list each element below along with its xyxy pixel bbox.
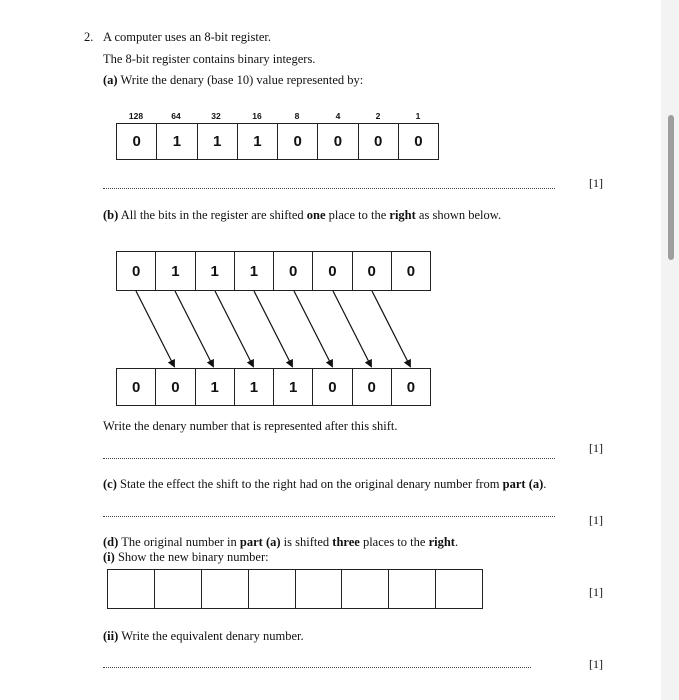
bit-cell: 1	[198, 124, 238, 159]
shift-arrow	[333, 291, 371, 366]
part-d-prompt	[103, 535, 458, 550]
answer-line-b[interactable]	[103, 458, 555, 459]
part-d-label: (d)	[103, 535, 119, 549]
answer-bit-cell[interactable]	[389, 570, 436, 608]
bit-cell: 0	[313, 369, 352, 405]
part-d-text: is shifted	[283, 535, 330, 549]
bit-cell: 0	[278, 124, 318, 159]
answer-bit-cell[interactable]	[342, 570, 389, 608]
place-value: 64	[171, 111, 181, 121]
part-d-ii-mark: [1]	[589, 657, 603, 671]
bit-cell: 1	[156, 252, 195, 290]
part-d-i-text: Show the new binary number:	[117, 550, 269, 564]
part-d-ii-prompt	[103, 629, 304, 644]
part-b-question: Write the denary number that is represented after this shift.	[103, 419, 398, 433]
answer-register-d	[107, 569, 483, 609]
place-value: 1	[415, 111, 421, 121]
part-d-i-label: (i)	[103, 550, 115, 564]
part-d-bold: part (a)	[239, 535, 281, 549]
bit-cell: 0	[117, 252, 156, 290]
part-d-bold: right	[428, 535, 455, 549]
shift-arrow	[215, 291, 253, 366]
question-intro: A computer uses an 8-bit register.	[103, 30, 272, 44]
bit-cell: 0	[414, 133, 423, 150]
bit-cell: 0	[318, 124, 358, 159]
part-c-text: .	[543, 477, 547, 491]
part-d-text: The original number in	[121, 535, 237, 549]
bit-cell: 0	[406, 378, 416, 396]
part-c-bold: part (a)	[502, 477, 544, 491]
part-b-label: (b)	[103, 208, 119, 222]
bit-cell: 0	[274, 252, 313, 290]
part-d-bold: three	[332, 535, 360, 549]
answer-line-c[interactable]	[103, 516, 555, 517]
part-d-text: places to the	[362, 535, 426, 549]
shift-arrow	[372, 291, 410, 366]
bit-cell: 0	[406, 262, 416, 280]
answer-bit-cell[interactable]	[296, 570, 343, 608]
part-a-text: Write the denary (base 10) value represented by:	[120, 73, 364, 87]
bit-cell: 1	[274, 369, 313, 405]
shift-arrow	[175, 291, 213, 366]
shift-arrow	[136, 291, 174, 366]
place-value: 8	[294, 111, 300, 121]
answer-bit-cell[interactable]	[249, 570, 296, 608]
bit-cell: 0	[353, 369, 392, 405]
answer-line-d-ii[interactable]	[103, 667, 531, 668]
bit-cell: 0	[117, 124, 157, 159]
place-value: 2	[375, 111, 381, 121]
bit-cell: 0	[117, 369, 156, 405]
answer-bit-cell[interactable]	[202, 570, 249, 608]
bit-cell: 1	[196, 369, 235, 405]
place-value: 32	[211, 111, 221, 121]
part-d-text: .	[454, 535, 459, 549]
shift-arrow	[294, 291, 332, 366]
bit-cell: 1	[196, 252, 235, 290]
part-a-mark: [1]	[589, 176, 603, 190]
part-c-text: State the effect the shift to the right had on the original denary number from	[120, 477, 500, 491]
bit-cell: 1	[235, 369, 274, 405]
part-d-i-mark: [1]	[589, 585, 603, 599]
bit-cell: 0	[353, 252, 392, 290]
part-d-ii-label: (ii)	[103, 629, 119, 643]
place-value: 16	[252, 111, 262, 121]
part-c-label: (c)	[103, 477, 117, 491]
question-number: 2.	[84, 30, 94, 44]
part-a-label: (a)	[103, 73, 118, 87]
bit-cell: 0	[156, 369, 195, 405]
part-b-text: All the bits in the register are shifted	[120, 208, 304, 222]
register-after-shift	[116, 368, 431, 406]
part-b-mark: [1]	[589, 441, 603, 455]
part-d-ii-text: Write the equivalent denary number.	[121, 629, 304, 643]
part-b-bold-right: right	[389, 208, 416, 222]
answer-bit-cell[interactable]	[108, 570, 155, 608]
part-c-mark: [1]	[589, 513, 603, 527]
part-b-text: place to the	[328, 208, 387, 222]
bit-cell: 1	[157, 124, 197, 159]
bit-cell: 1	[235, 252, 274, 290]
question-subintro: The 8-bit register contains binary integers.	[103, 52, 316, 66]
bit-cell: 0	[313, 252, 352, 290]
part-d-i-prompt	[103, 550, 269, 565]
place-value: 128	[128, 111, 144, 121]
part-c-prompt	[103, 477, 546, 492]
bit-cell: 1	[238, 124, 278, 159]
part-b-bold-one: one	[306, 208, 326, 222]
bit-cell: 0	[359, 124, 399, 159]
place-value: 4	[335, 111, 341, 121]
answer-bit-cell[interactable]	[155, 570, 202, 608]
shift-arrow	[254, 291, 292, 366]
answer-bit-cell[interactable]	[436, 570, 482, 608]
part-b-text: as shown below.	[418, 208, 502, 222]
